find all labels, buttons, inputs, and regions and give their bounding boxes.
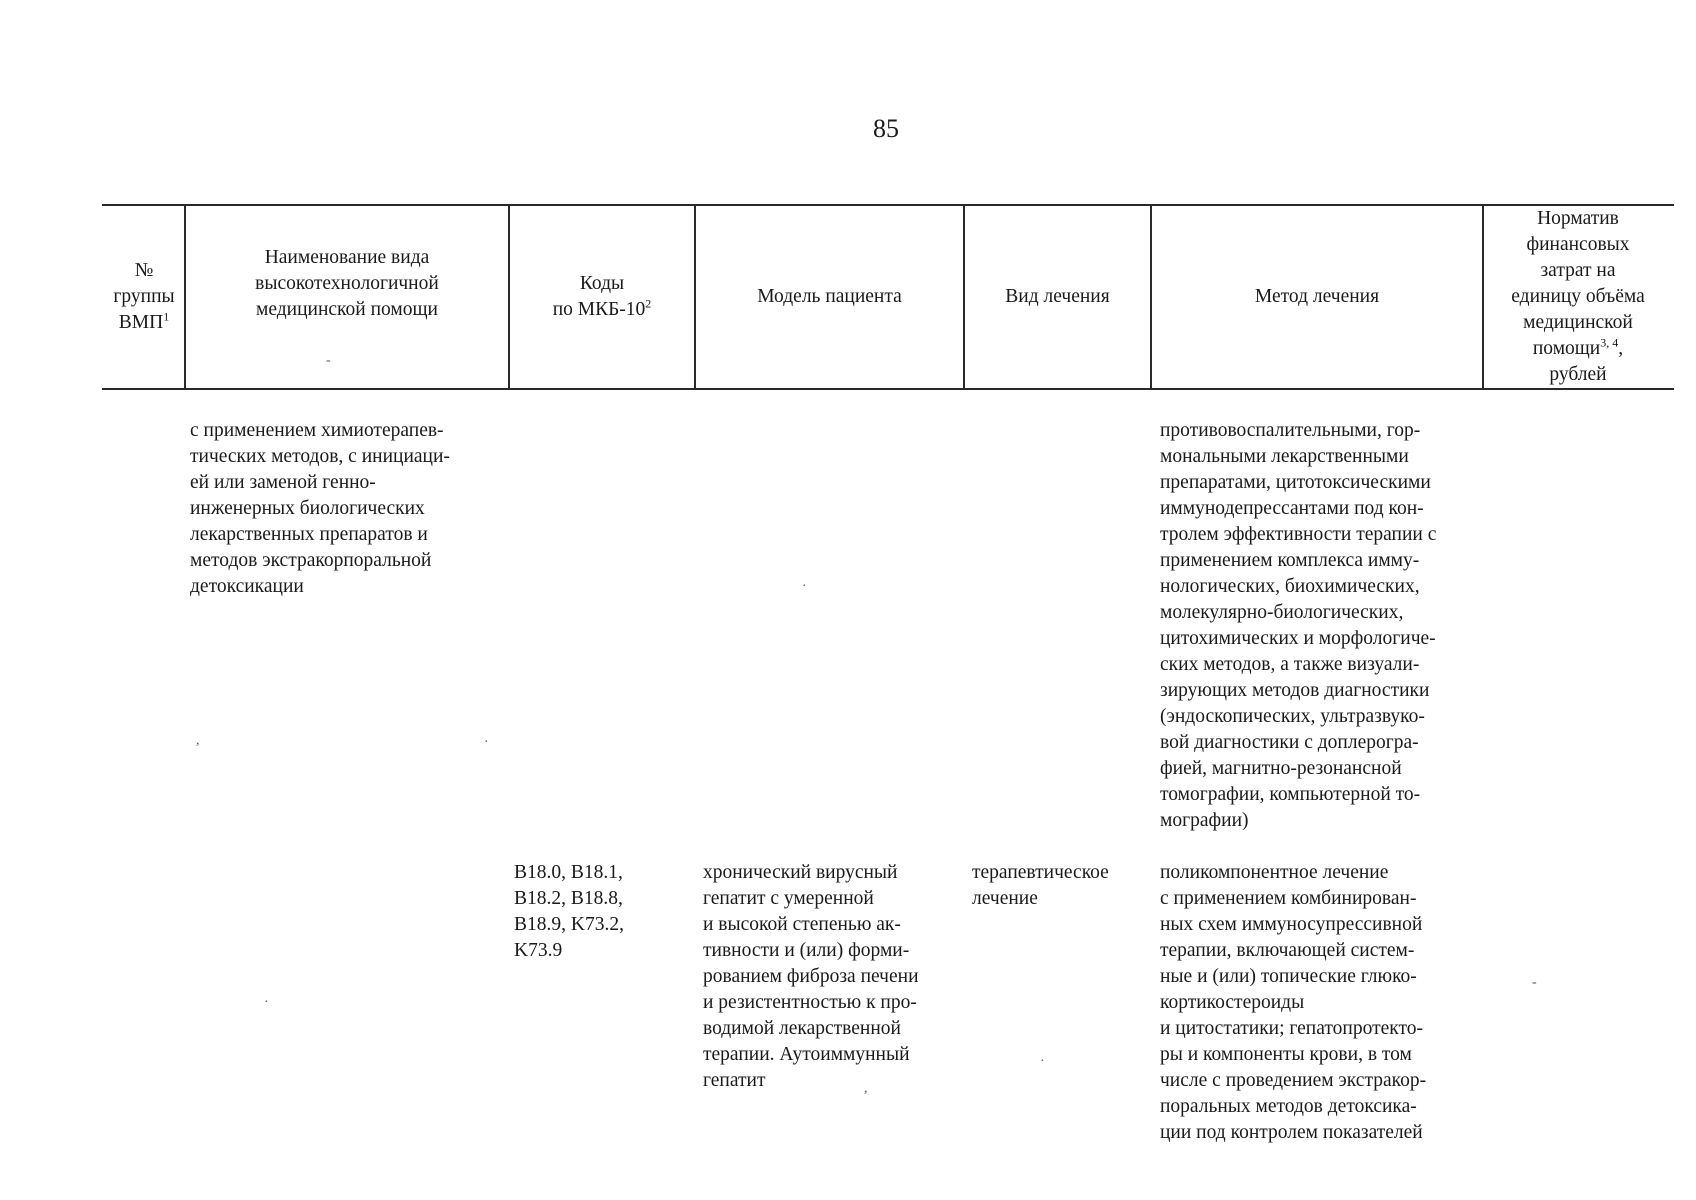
- header-patient-model: Модель пациента: [757, 286, 902, 307]
- header-treatment-type: Вид лечения: [1005, 286, 1110, 307]
- header-cost-norm: Норматив финансовых затрат на единицу объёма медицинской помощи$^{3, 4}$, рублей: [1511, 208, 1645, 385]
- row2-method-cell: поликомпонентное лечение с применением комбинирован- ных схем иммуносупрессивной терапии, включающей систем- ные и (или) топические глюко- кортикостероиды и цитостатики; гепатопротекто- ры и компоненты крови, в том числе с проведением экстракор- поральных методов детоксика- ции под контролем показателей: [1160, 862, 1427, 1143]
- scan-speck: ·: [802, 579, 807, 594]
- row1-name-cell: с применением химиотерапев- тических методов, с инициаци- ей или заменой генно- инженерных биологических лекарственных препаратов и методов экстракорпоральной детоксикации: [190, 420, 450, 597]
- header-group-no: № группы ВМП$^1$: [113, 260, 175, 333]
- page-number: 85: [873, 114, 899, 143]
- scan-speck: -: [1532, 975, 1537, 990]
- header-codes: Коды по МКБ-$10^2$: [552, 273, 652, 320]
- scan-speck: -: [326, 353, 331, 368]
- header-bottom-rule: [102, 388, 1674, 390]
- row2-treatment-type-cell: терапевтическое лечение: [972, 862, 1109, 909]
- scan-speck: ,: [864, 1081, 868, 1096]
- scan-speck: ·: [484, 735, 489, 750]
- row2-codes-cell: B18.0, B18.1, B18.2, B18.8, B18.9, K73.2, K73.9: [514, 862, 624, 961]
- row1-method-cell: противовоспалительными, гор- мональными лекарственными препаратами, цитотоксическими иммунодепрессантами под кон- тролем эффективности терапии с применением комплекса имму- нологических, биохимических, молекулярно-биологических, цитохимических и морфологиче- ских методов, а также визуали- зирующих методов диагностики (эндоскопических, ультразвуко- вой диагностики с доплерогра- фией, магнитно-резонансной томографии, компьютерной то- мографии): [1160, 420, 1437, 831]
- scan-speck: ·: [264, 995, 269, 1010]
- row2-patient-model-cell: хронический вирусный гепатит с умеренной и высокой степенью ак- тивности и (или) форми- рованием фиброза печени и резистентностью к про- водимой лекарственной терапии. Аутоиммунный гепатит: [703, 862, 919, 1091]
- header-treatment-method: Метод лечения: [1254, 286, 1380, 307]
- header-name: Наименование вида высокотехнологичной медицинской помощи: [255, 247, 439, 320]
- scan-speck: ,: [196, 733, 200, 748]
- scan-speck: ·: [1040, 1054, 1045, 1069]
